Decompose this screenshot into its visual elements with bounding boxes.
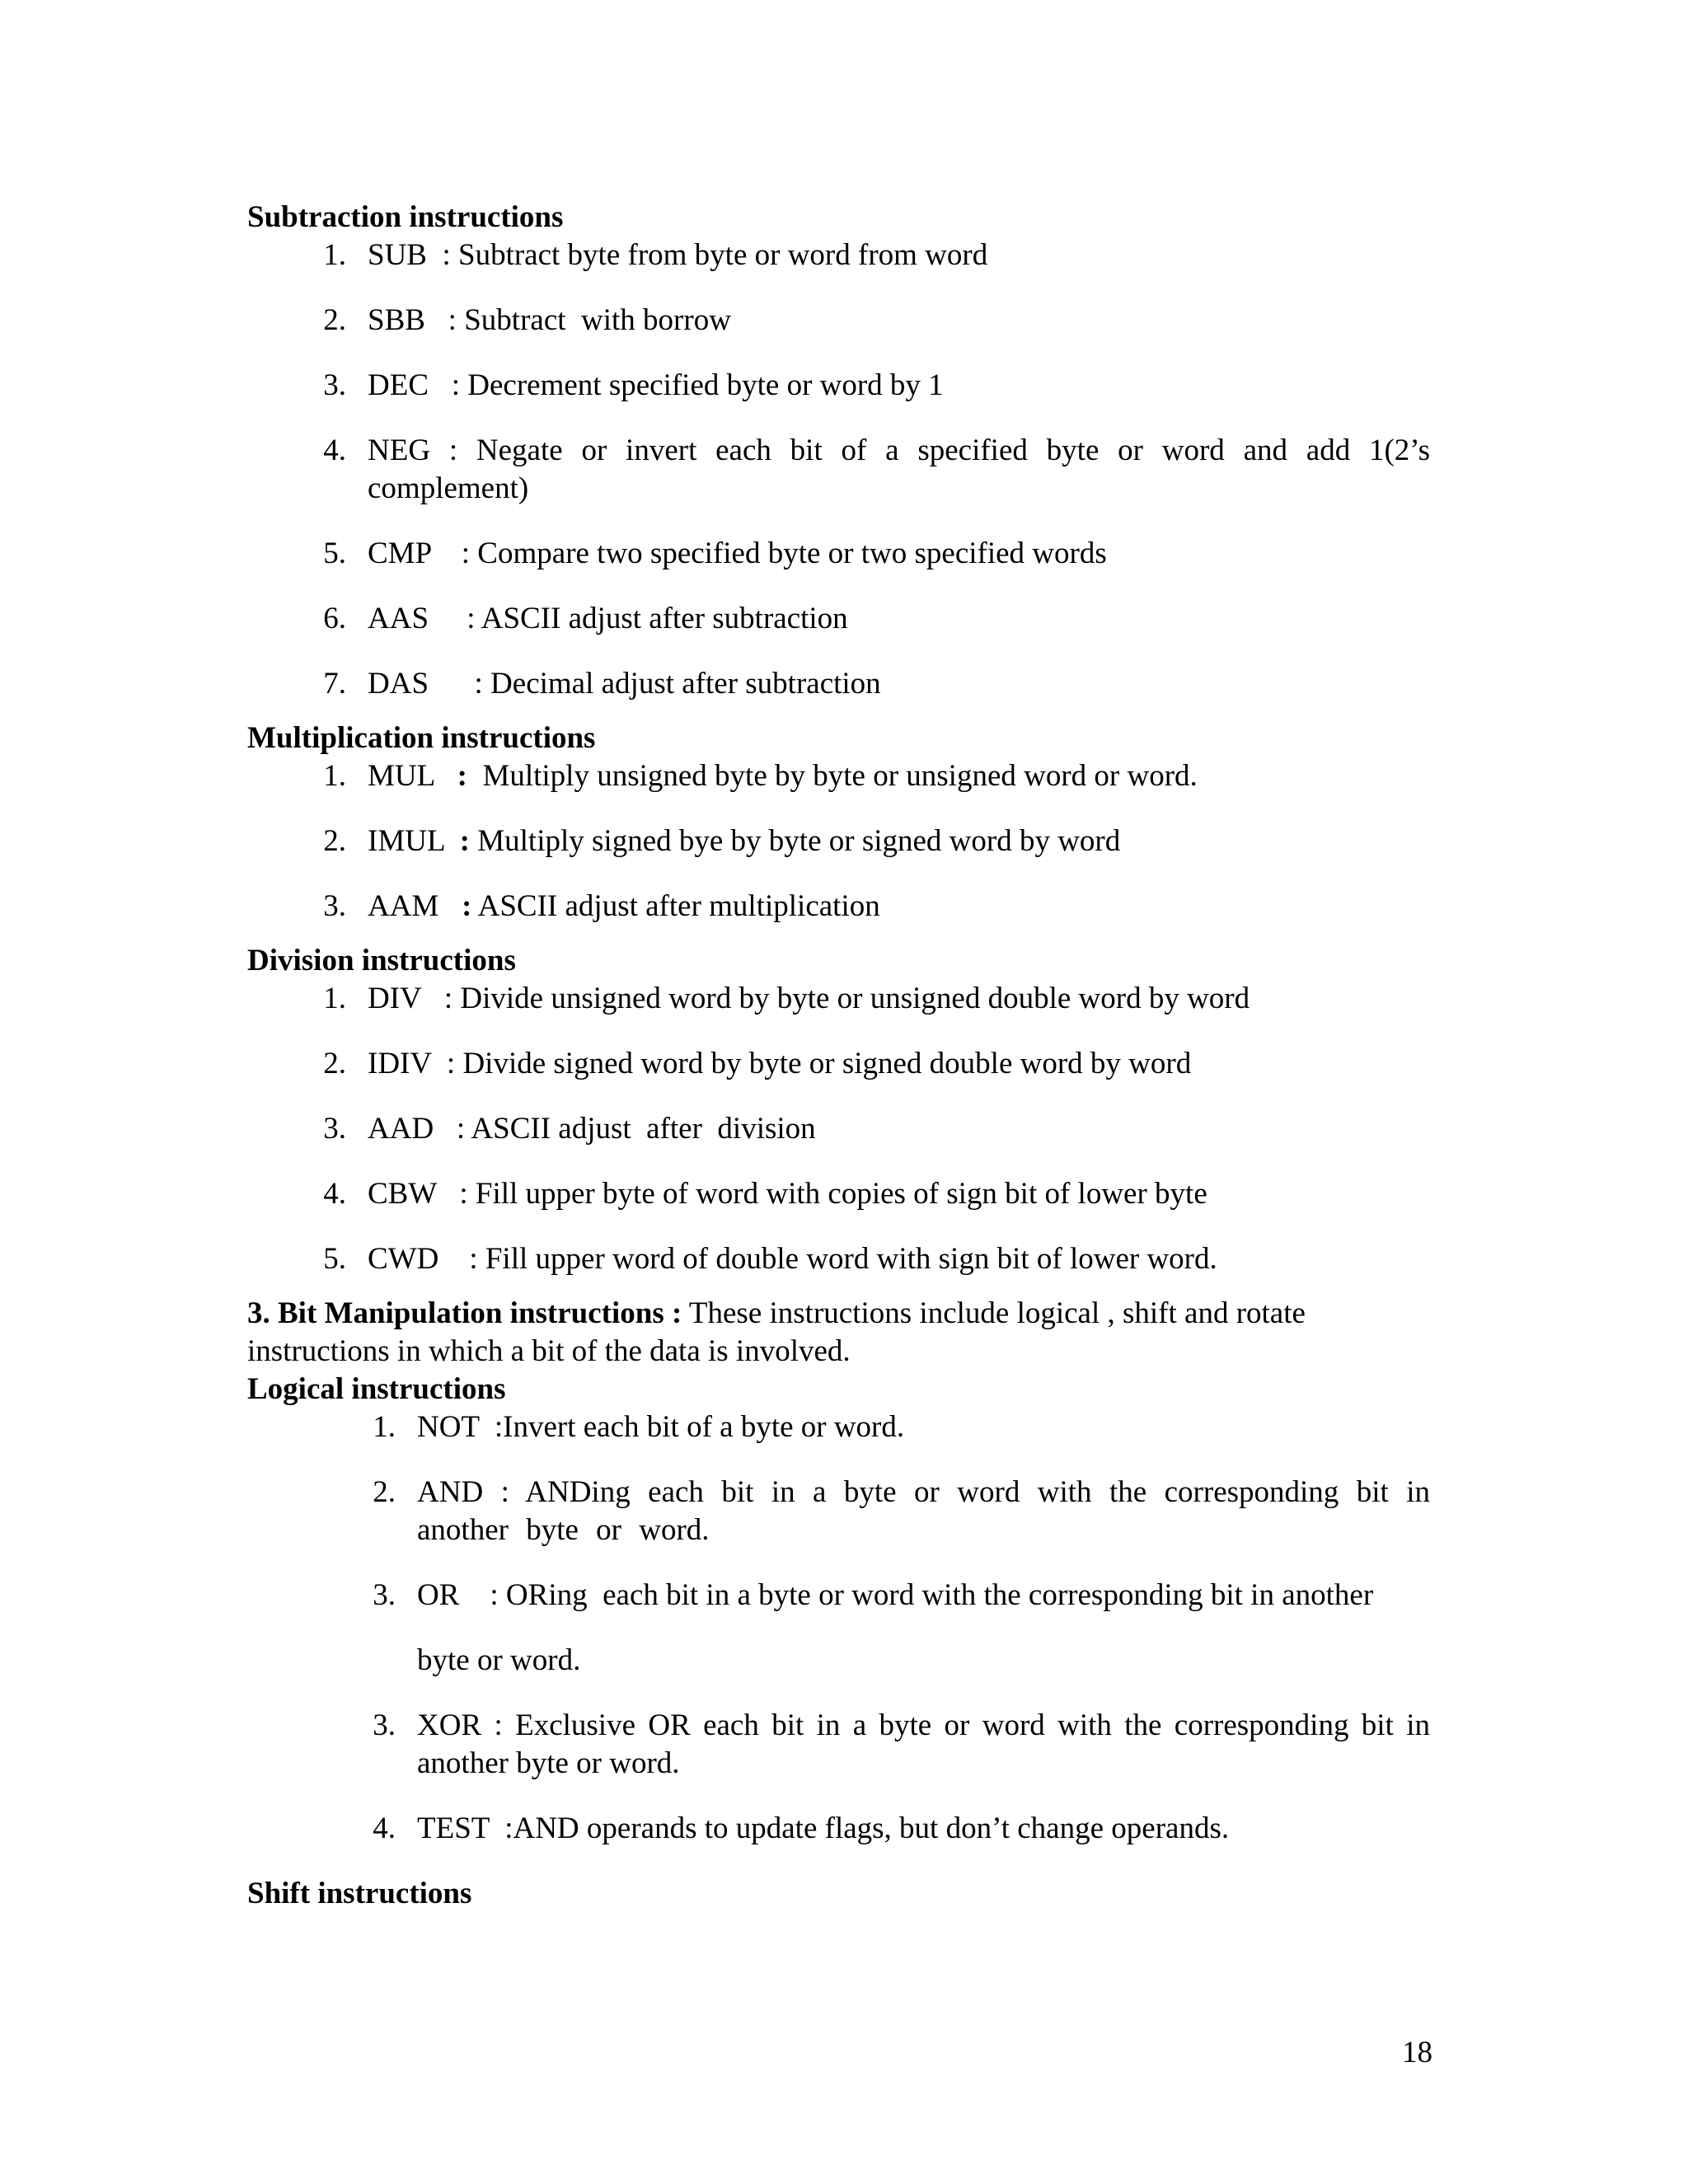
multiplication-heading: Multiplication instructions [247,721,596,755]
item-text: CWD : Fill upper word of double word with sign bit of lower word. [368,1242,1217,1276]
list-item [247,535,1430,573]
mnemonic: MUL [368,759,457,793]
list-item [247,888,1430,926]
item-number: 6. [323,602,346,635]
mnemonic: IMUL [368,824,460,858]
list-item [247,1408,1430,1446]
item-text [346,888,1430,926]
item-text: NOT :Invert each bit of a byte or word. [417,1410,905,1444]
list-item [247,823,1430,860]
list-item [247,237,1430,274]
item-number: 1. [323,982,346,1015]
list-item [247,1810,1430,1848]
item-number: 7. [323,667,346,701]
document-page [247,199,1430,1913]
list-item [247,1707,1430,1783]
item-text: AAD : ASCII adjust after division [368,1112,816,1146]
separator: : [457,759,467,793]
list-item [247,367,1430,405]
item-text [346,757,1430,795]
list-item [247,600,1430,638]
subtraction-heading: Subtraction instructions [247,200,564,234]
item-text: DAS : Decimal adjust after subtraction [368,667,881,701]
list-item [247,1577,1430,1680]
item-number: 2. [373,1475,396,1509]
item-line: OR : ORing each bit in a byte or word with the corresponding bit in another [417,1578,1374,1612]
item-text: DIV : Divide unsigned word by byte or unsigned double word by word [368,982,1250,1015]
item-number: 2. [323,1047,346,1080]
item-number: 4. [373,1811,396,1845]
item-text: IDIV : Divide signed word by byte or signed double word by word [368,1047,1192,1080]
description: Multiply unsigned byte by byte or unsigned word or word. [467,759,1198,793]
page-number: 18 [1402,2036,1432,2069]
item-text: DEC : Decrement specified byte or word by 1 [368,368,944,402]
list-item [247,302,1430,340]
mnemonic: AAM [368,889,462,923]
item-text: XOR : Exclusive OR each bit in a byte or word with the corresponding bit in another byte or word. [417,1708,1430,1780]
item-text: CBW : Fill upper byte of word with copies of sign bit of lower byte [368,1177,1207,1211]
list-item [247,757,1430,795]
list-item [247,432,1430,508]
description: ASCII adjust after multiplication [471,889,880,923]
separator: : [462,889,472,923]
item-text [396,1577,1430,1680]
item-text: CMP : Compare two specified byte or two specified words [368,537,1107,570]
item-continuation: byte or word. [417,1643,581,1677]
item-number: 1. [323,238,346,272]
list-item [247,1110,1430,1148]
item-number: 2. [323,303,346,337]
division-heading: Division instructions [247,944,516,977]
list-item [247,1240,1430,1278]
item-text: SBB : Subtract with borrow [368,303,731,337]
item-text [346,823,1430,860]
list-item [247,1175,1430,1213]
description: Multiply signed bye by byte or signed word by word [470,824,1121,858]
shift-heading: Shift instructions [247,1877,472,1910]
logical-list [247,1408,1430,1848]
item-text: AND : ANDing each bit in a byte or word with the corresponding bit in another byte or word. [417,1475,1430,1547]
item-number: 3. [323,889,346,923]
bit-manipulation-paragraph [247,1295,1430,1371]
list-item [247,980,1430,1018]
item-text: NEG : Negate or invert each bit of a specified byte or word and add 1(2’s complement) [368,434,1430,505]
bit-manipulation-title: 3. Bit Manipulation instructions : [247,1296,682,1330]
item-number: 1. [323,759,346,793]
item-text: SUB : Subtract byte from byte or word from word [368,238,988,272]
bit-manipulation-description: These instructions include logical , shift and rotate instructions in which a bit of the data is involved. [247,1296,1306,1368]
list-item [247,1474,1430,1549]
item-number: 3. [373,1578,396,1612]
multiplication-list [247,757,1430,926]
item-number: 3. [373,1708,396,1742]
separator: : [459,824,470,858]
item-number: 2. [323,824,346,858]
list-item [247,665,1430,703]
item-text: AAS : ASCII adjust after subtraction [368,602,848,635]
item-number: 4. [323,434,346,467]
logical-heading: Logical instructions [247,1372,506,1406]
item-number: 4. [323,1177,346,1211]
item-number: 3. [323,368,346,402]
list-item [247,1045,1430,1083]
item-text: TEST :AND operands to update flags, but don’t change operands. [417,1811,1230,1845]
division-list [247,980,1430,1278]
item-number: 5. [323,1242,346,1276]
item-number: 5. [323,537,346,570]
item-number: 1. [373,1410,396,1444]
item-number: 3. [323,1112,346,1146]
subtraction-list [247,237,1430,703]
